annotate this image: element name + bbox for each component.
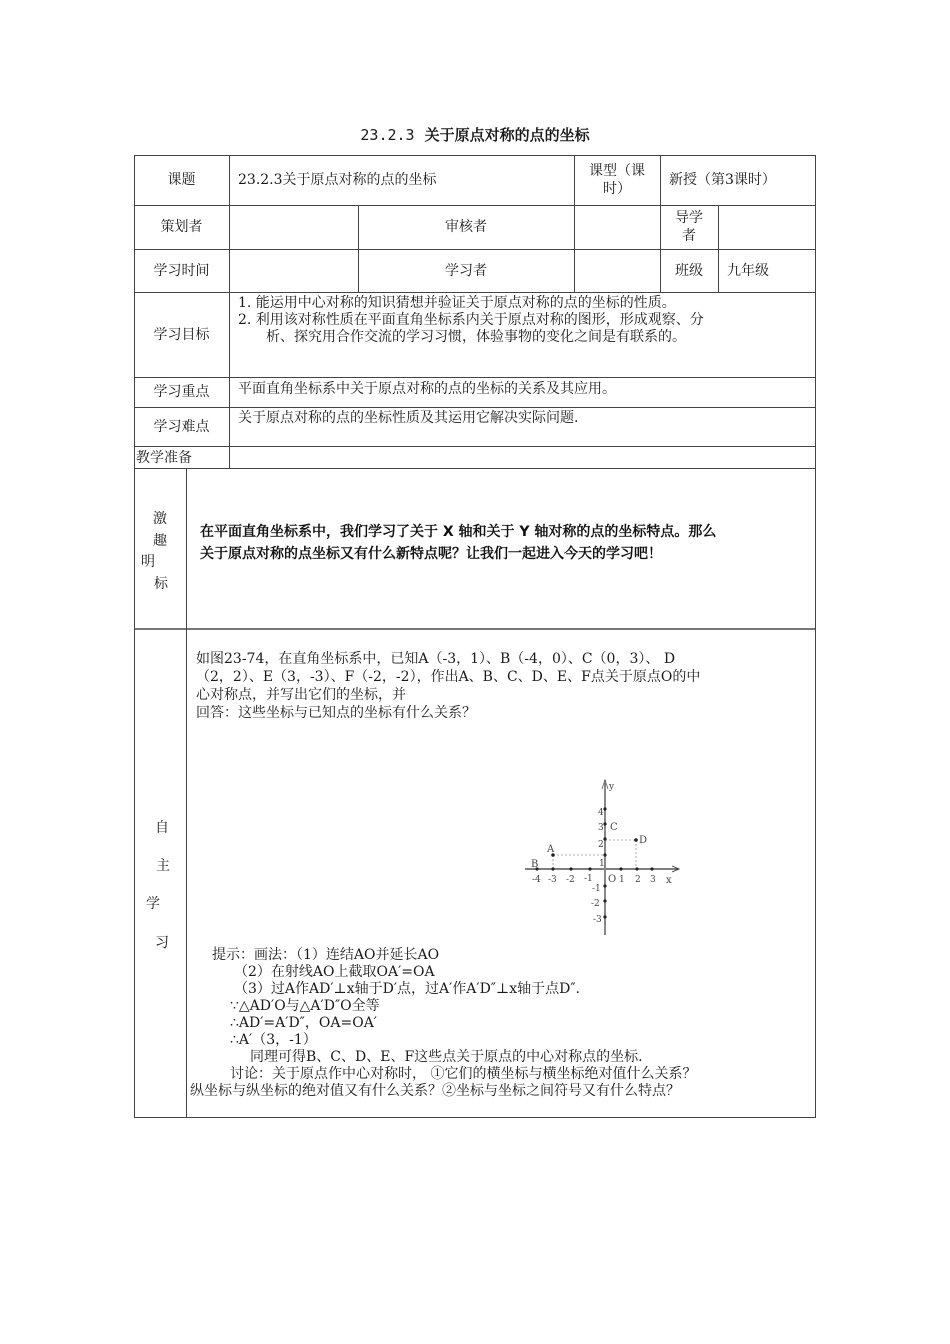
study-time-label: 学习时间 [153, 262, 210, 279]
problem-line: 心对称点，并写出它们的坐标，并 [196, 687, 406, 703]
motivation-label-char: 明 [141, 554, 155, 570]
discussion-line: 纵坐标与纵坐标的绝对值又有什么关系？②坐标与坐标之间符号又有什么特点？ [190, 1083, 680, 1099]
y-tick-label: -3 [593, 915, 602, 925]
motivation-text-line: 关于原点对称的点坐标又有什么新特点呢？让我们一起进入今天的学习吧！ [200, 546, 662, 562]
hint-block [190, 947, 812, 1100]
lesson-type-label-line2: 时） [603, 181, 631, 197]
planner-value [229, 205, 358, 249]
x-tick-label: 1 [619, 875, 625, 885]
discussion-line: 讨论：关于原点作中心对称时， ①它们的横坐标与横坐标绝对值什么关系？ [230, 1066, 697, 1082]
hint-line: ∵△AD′O与△A′D″O全等 [230, 998, 380, 1014]
key-points-value: 平面直角坐标系中关于原点对称的点的坐标的关系及其应用。 [238, 381, 616, 397]
point-label-c: C [610, 822, 618, 833]
motivation-text-line: 在平面直角坐标系中，我们学习了关于 X 轴和关于 Y 轴对称的点的坐标特点。那么 [200, 524, 717, 540]
problem-line: 回答：这些坐标与已知点的坐标有什么关系？ [196, 705, 476, 721]
coordinate-figure [520, 770, 690, 940]
topic-value: 23.2.3关于原点对称的点的坐标 [238, 172, 437, 188]
problem-line: 如图23-74，在直角坐标系中，已知A（-3，1）、B（-4，0）、C（0，3）、 D [196, 651, 676, 667]
document-title [0, 124, 950, 145]
hint-line: 提示：画法：（1）连结AO并延长AO [212, 947, 440, 963]
lesson-type-label-line1: 课型（课 [589, 163, 645, 179]
self-study-label-char: 主 [156, 858, 170, 874]
lesson-type-label [574, 155, 660, 205]
row-divider [134, 292, 816, 293]
difficulties-value: 关于原点对称的点的坐标性质及其运用它解决实际问题. [238, 410, 579, 426]
hint-line: （2）在射线AO上截取OA′=OA [234, 964, 435, 980]
topic-label: 课题 [167, 172, 196, 188]
x-tick-label: -2 [566, 875, 575, 885]
x-tick-label: 3 [650, 875, 656, 885]
point-label-b: B [531, 859, 539, 870]
hint-line: ∴A′（3，-1） [230, 1032, 317, 1048]
planner-label: 策划者 [160, 219, 203, 235]
guide-label-line2: 者 [682, 228, 696, 244]
motivation-label-char: 激 [153, 511, 167, 527]
problem-line: （2，2）、E（3，-3）、F（-2，-2），作出A、B、C、D、E、F点关于原点O的中 [196, 669, 701, 685]
class-value: 九年级 [727, 262, 769, 279]
preparation-value [229, 446, 815, 468]
table-border-bottom [134, 1117, 816, 1118]
preparation-label: 教学准备 [136, 449, 192, 466]
x-tick-label: 2 [635, 875, 641, 885]
x-tick-label: -4 [532, 875, 541, 885]
x-axis-label: x [666, 875, 672, 886]
objective-item-continued: 析、探究用合作交流的学习习惯，体验事物的变化之间是有联系的。 [266, 329, 686, 345]
lesson-type-value: 新授（第3课时） [669, 172, 776, 188]
y-tick-label: -1 [592, 884, 601, 894]
hint-line: （3）过A作AD′⊥x轴于D′点，过A′作A′D″⊥x轴于点D″. [234, 981, 580, 997]
guide-label [660, 205, 718, 249]
study-time-value [229, 249, 358, 292]
y-tick-label: 3 [598, 823, 604, 833]
title-text: 关于原点对称的点的坐标 [424, 126, 590, 144]
x-tick-label: -3 [548, 875, 557, 885]
row-divider [134, 628, 816, 630]
row-divider [134, 468, 816, 469]
y-tick-label: 2 [598, 840, 604, 850]
x-tick-label: -1 [584, 874, 593, 884]
hint-line: ∴AD′=A′D″，OA=OA′ [230, 1015, 377, 1031]
objective-item: 2. 利用该对称性质在平面直角坐标系内关于原点对称的图形，形成观察、分 [238, 312, 704, 328]
learner-label: 学习者 [445, 262, 487, 279]
y-tick-label: -2 [591, 899, 600, 909]
row-divider [134, 377, 816, 378]
motivation-label-char: 趣 [153, 533, 167, 549]
row-divider [134, 407, 816, 408]
objectives-list [238, 295, 813, 346]
guide-value [718, 205, 815, 249]
key-points-label: 学习重点 [153, 384, 210, 400]
motivation-label-char: 标 [154, 576, 168, 592]
objective-item: 1. 能运用中心对称的知识猜想并验证关于原点对称的点的坐标的性质。 [238, 295, 676, 311]
objectives-label: 学习目标 [153, 326, 210, 343]
difficulties-label: 学习难点 [153, 418, 210, 435]
y-axis-label: y [609, 782, 615, 792]
point-label-d: D [639, 835, 648, 846]
self-study-label-char: 习 [155, 935, 169, 951]
table-border-right [815, 155, 816, 1118]
self-study-label-char: 自 [155, 820, 169, 836]
self-study-label-char: 学 [146, 896, 160, 912]
origin-label: O [608, 874, 617, 885]
class-label: 班级 [675, 262, 703, 279]
hint-line: 同理可得B、C、D、E、F这些点关于原点的中心对称点的坐标. [250, 1049, 643, 1065]
y-tick-label: 1 [599, 859, 605, 869]
learner-value [574, 249, 660, 292]
reviewer-label: 审核者 [445, 219, 487, 235]
reviewer-value [574, 205, 660, 249]
col-divider [186, 468, 187, 1118]
guide-label-line1: 导学 [675, 210, 703, 226]
point-label-a: A [547, 844, 555, 855]
title-number: 23.2.3 [360, 126, 415, 144]
problem-statement [196, 650, 811, 722]
motivation-text [200, 521, 810, 565]
y-tick-label: 4 [598, 808, 604, 818]
